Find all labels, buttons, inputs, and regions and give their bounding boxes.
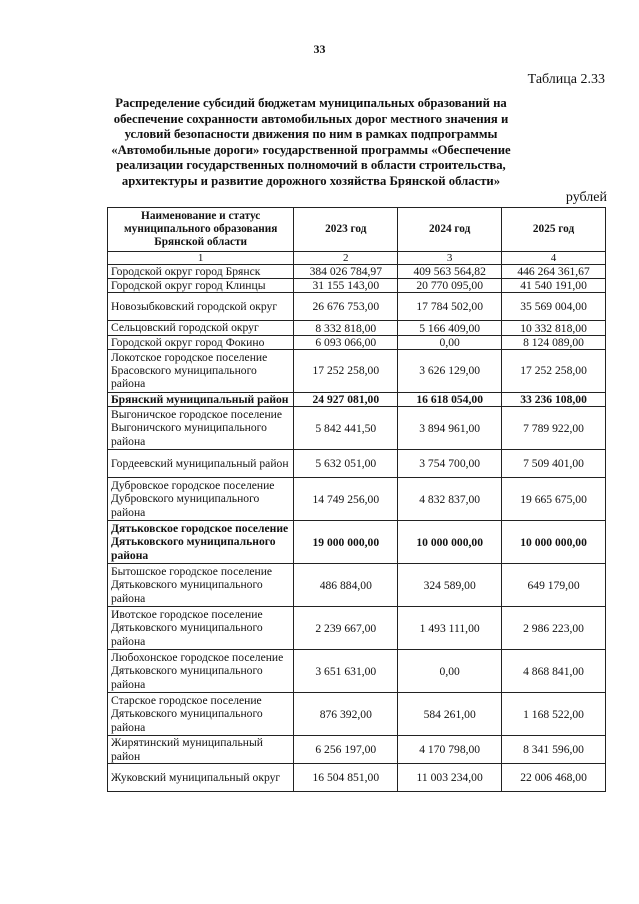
table-row xyxy=(108,450,606,478)
value-2023: 384 026 784,97 xyxy=(294,265,398,279)
units-label: рублей xyxy=(565,190,607,205)
municipality-name: Ивотское городское поселение Дятьковского муниципального района xyxy=(108,607,294,650)
table-row xyxy=(108,607,606,650)
value-2024: 324 589,00 xyxy=(398,564,502,607)
municipality-name: Гордеевский муниципальный район xyxy=(108,450,294,478)
table-row xyxy=(108,265,606,279)
table-row xyxy=(108,321,606,335)
table-row xyxy=(108,335,606,349)
value-2023: 26 676 753,00 xyxy=(294,293,398,321)
column-index-row xyxy=(108,252,606,265)
value-2024: 409 563 564,82 xyxy=(398,265,502,279)
value-2023: 6 093 066,00 xyxy=(294,335,398,349)
table-row xyxy=(108,564,606,607)
municipality-name: Жирятинский муниципальный район xyxy=(108,736,294,764)
value-2024: 11 003 234,00 xyxy=(398,764,502,792)
value-2024: 3 894 961,00 xyxy=(398,407,502,450)
value-2025: 4 868 841,00 xyxy=(502,650,606,693)
value-2025: 41 540 191,00 xyxy=(502,279,606,293)
value-2024: 3 626 129,00 xyxy=(398,349,502,392)
municipality-name: Выгоничское городское поселение Выгоничского муниципального района xyxy=(108,407,294,450)
table-row xyxy=(108,650,606,693)
value-2024: 3 754 700,00 xyxy=(398,450,502,478)
value-2023: 486 884,00 xyxy=(294,564,398,607)
value-2024: 4 170 798,00 xyxy=(398,736,502,764)
value-2025: 649 179,00 xyxy=(502,564,606,607)
value-2023: 31 155 143,00 xyxy=(294,279,398,293)
table-row xyxy=(108,478,606,521)
value-2024: 20 770 095,00 xyxy=(398,279,502,293)
value-2025: 1 168 522,00 xyxy=(502,693,606,736)
value-2023: 6 256 197,00 xyxy=(294,736,398,764)
value-2024: 584 261,00 xyxy=(398,693,502,736)
table-body xyxy=(108,265,606,792)
value-2025: 8 341 596,00 xyxy=(502,736,606,764)
value-2023: 2 239 667,00 xyxy=(294,607,398,650)
header-2024: 2024 год xyxy=(398,208,502,252)
value-2025: 2 986 223,00 xyxy=(502,607,606,650)
value-2023: 14 749 256,00 xyxy=(294,478,398,521)
value-2025: 35 569 004,00 xyxy=(502,293,606,321)
value-2024: 0,00 xyxy=(398,335,502,349)
column-index: 2 xyxy=(294,252,398,265)
table-row xyxy=(108,279,606,293)
municipality-name: Городской округ город Клинцы xyxy=(108,279,294,293)
value-2023: 876 392,00 xyxy=(294,693,398,736)
value-2024: 10 000 000,00 xyxy=(398,521,502,564)
value-2025: 446 264 361,67 xyxy=(502,265,606,279)
value-2025: 7 789 922,00 xyxy=(502,407,606,450)
value-2025: 22 006 468,00 xyxy=(502,764,606,792)
table-row xyxy=(108,293,606,321)
header-name: Наименование и статус муниципального образования Брянской области xyxy=(108,208,294,252)
value-2025: 10 000 000,00 xyxy=(502,521,606,564)
municipality-name: Бытошское городское поселение Дятьковского муниципального района xyxy=(108,564,294,607)
value-2025: 19 665 675,00 xyxy=(502,478,606,521)
municipality-name: Дятьковское городское поселение Дятьковского муниципального района xyxy=(108,521,294,564)
table-row xyxy=(108,521,606,564)
table-row xyxy=(108,693,606,736)
table-label: Таблица 2.33 xyxy=(527,72,605,87)
value-2024: 1 493 111,00 xyxy=(398,607,502,650)
value-2023: 17 252 258,00 xyxy=(294,349,398,392)
value-2024: 5 166 409,00 xyxy=(398,321,502,335)
value-2023: 5 842 441,50 xyxy=(294,407,398,450)
value-2023: 5 632 051,00 xyxy=(294,450,398,478)
table-header-row xyxy=(108,208,606,252)
value-2023: 3 651 631,00 xyxy=(294,650,398,693)
value-2023: 8 332 818,00 xyxy=(294,321,398,335)
column-index: 3 xyxy=(398,252,502,265)
value-2025: 33 236 108,00 xyxy=(502,392,606,406)
page-number: 33 xyxy=(313,42,326,56)
value-2024: 17 784 502,00 xyxy=(398,293,502,321)
value-2025: 7 509 401,00 xyxy=(502,450,606,478)
value-2025: 8 124 089,00 xyxy=(502,335,606,349)
table-row xyxy=(108,736,606,764)
municipality-name: Жуковский муниципальный округ xyxy=(108,764,294,792)
column-index: 1 xyxy=(108,252,294,265)
value-2024: 16 618 054,00 xyxy=(398,392,502,406)
municipality-name: Любохонское городское поселение Дятьковского муниципального района xyxy=(108,650,294,693)
subsidy-table xyxy=(107,207,606,792)
table-row xyxy=(108,407,606,450)
table-row xyxy=(108,392,606,406)
table-title: Распределение субсидий бюджетам муниципальных образований на обеспечение сохранности автомобильных дорог местного значения и условий безопасности движения по ним в рамках подпрограммы «Автомобильные дороги» государственной программы «Обеспечение реализации государственных полномочий в области строительства, архитектуры и развитие дорожного хозяйства Брянской области» xyxy=(111,96,511,188)
table-row xyxy=(108,349,606,392)
municipality-name: Сельцовский городской округ xyxy=(108,321,294,335)
municipality-name: Городской округ город Брянск xyxy=(108,265,294,279)
value-2023: 16 504 851,00 xyxy=(294,764,398,792)
municipality-name: Новозыбковский городской округ xyxy=(108,293,294,321)
header-2023: 2023 год xyxy=(294,208,398,252)
value-2025: 10 332 818,00 xyxy=(502,321,606,335)
value-2025: 17 252 258,00 xyxy=(502,349,606,392)
municipality-name: Городской округ город Фокино xyxy=(108,335,294,349)
column-index: 4 xyxy=(502,252,606,265)
table-row xyxy=(108,764,606,792)
header-2025: 2025 год xyxy=(502,208,606,252)
value-2023: 19 000 000,00 xyxy=(294,521,398,564)
value-2024: 0,00 xyxy=(398,650,502,693)
municipality-name: Старское городское поселение Дятьковского муниципального района xyxy=(108,693,294,736)
municipality-name: Брянский муниципальный район xyxy=(108,392,294,406)
value-2023: 24 927 081,00 xyxy=(294,392,398,406)
municipality-name: Локотское городское поселение Брасовского муниципального района xyxy=(108,349,294,392)
municipality-name: Дубровское городское поселение Дубровского муниципального района xyxy=(108,478,294,521)
value-2024: 4 832 837,00 xyxy=(398,478,502,521)
